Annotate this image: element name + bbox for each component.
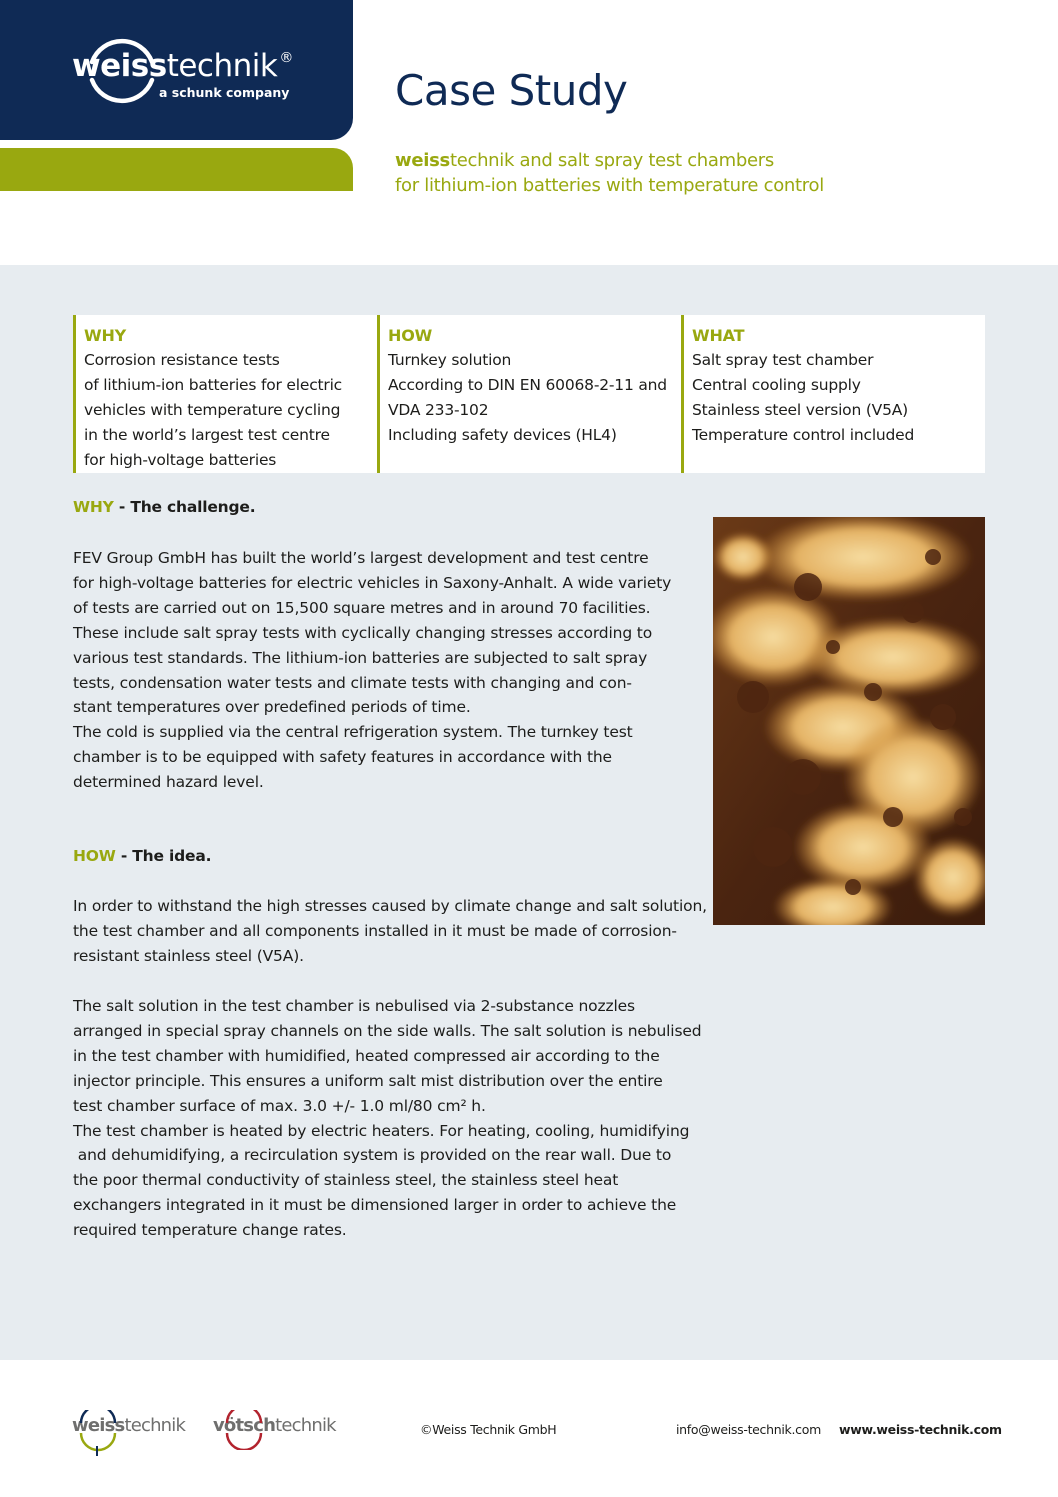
footer-email-link[interactable]: info@weiss-technik.com bbox=[676, 1422, 821, 1437]
how-line: Turnkey solution bbox=[388, 351, 512, 369]
idea-paragraph-1 bbox=[73, 894, 707, 969]
why-line: vehicles with temperature cycling bbox=[84, 401, 341, 419]
what-heading: WHAT bbox=[692, 326, 745, 345]
text-line: arranged in special spray channels on the side walls. The salt solution is nebulised bbox=[73, 1021, 702, 1040]
logo-panel bbox=[0, 0, 353, 140]
why-line: for high-voltage batteries bbox=[84, 451, 277, 469]
how-heading: HOW bbox=[388, 326, 433, 345]
text-line: the poor thermal conductivity of stainless steel, the stainless steel heat bbox=[73, 1171, 619, 1190]
challenge-paragraph bbox=[73, 546, 672, 795]
what-line: Central cooling supply bbox=[692, 376, 861, 394]
footer-copyright: ©Weiss Technik GmbH bbox=[420, 1422, 557, 1437]
idea-paragraph-2 bbox=[73, 994, 702, 1243]
text-line: for high-voltage batteries for electric vehicles in Saxony-Anhalt. A wide variety bbox=[73, 573, 672, 592]
text-line: and dehumidifying, a recirculation system is provided on the rear wall. Due to bbox=[73, 1146, 672, 1165]
why-heading: WHY bbox=[84, 326, 127, 345]
text-line: required temperature change rates. bbox=[73, 1221, 347, 1240]
why-box bbox=[73, 315, 377, 473]
what-box bbox=[681, 315, 985, 473]
text-line: The salt solution in the test chamber is nebulised via 2-substance nozzles bbox=[73, 997, 635, 1015]
corrosion-photo bbox=[713, 517, 985, 925]
text-line: test chamber surface of max. 3.0 +/- 1.0 ml/80 cm² h. bbox=[73, 1096, 486, 1115]
text-line: determined hazard level. bbox=[73, 773, 264, 792]
text-line: injector principle. This ensures a uniform salt mist distribution over the entire bbox=[73, 1071, 663, 1090]
text-line: resistant stainless steel (V5A). bbox=[73, 946, 304, 965]
what-line: Salt spray test chamber bbox=[692, 351, 874, 369]
text-line: the test chamber and all components installed in it must be made of corrosion- bbox=[73, 921, 677, 940]
text-line: The cold is supplied via the central refrigeration system. The turnkey test bbox=[73, 723, 633, 742]
why-line: in the world’s largest test centre bbox=[84, 426, 330, 444]
weisstechnik-logo: weisstechnik ® bbox=[72, 48, 293, 84]
text-line: in the test chamber with humidified, heated compressed air according to the bbox=[73, 1046, 660, 1065]
text-line: tests, condensation water tests and climate tests with changing and con- bbox=[73, 673, 632, 692]
how-line: VDA 233-102 bbox=[388, 401, 489, 419]
why-line: of lithium-ion batteries for electric bbox=[84, 376, 343, 394]
voetschtechnik-ring-icon bbox=[224, 1410, 264, 1450]
summary-boxes bbox=[73, 315, 985, 473]
green-accent-bar bbox=[0, 148, 353, 191]
page-subtitle: weisstechnik and salt spray test chambers for lithium-ion batteries with temperature control bbox=[395, 150, 824, 196]
footer-voetschtechnik-logo: vötschtechnik bbox=[213, 1415, 336, 1436]
challenge-heading: WHY - The challenge. bbox=[73, 498, 256, 516]
what-line: Temperature control included bbox=[692, 426, 915, 444]
text-line: These include salt spray tests with cyclically changing stresses according to bbox=[73, 623, 653, 642]
how-line: According to DIN EN 60068-2-11 and bbox=[388, 376, 667, 394]
footer-weisstechnik-logo: weisstechnik bbox=[72, 1415, 186, 1436]
text-line: chamber is to be equipped with safety features in accordance with the bbox=[73, 748, 612, 767]
text-line: The test chamber is heated by electric heaters. For heating, cooling, humidifying bbox=[73, 1121, 690, 1140]
why-line: Corrosion resistance tests bbox=[84, 351, 280, 369]
text-line: In order to withstand the high stresses caused by climate change and salt solution, bbox=[73, 897, 707, 915]
text-line: stant temperatures over predefined periods of time. bbox=[73, 698, 471, 717]
what-line: Stainless steel version (V5A) bbox=[692, 401, 908, 419]
text-line: exchangers integrated in it must be dimensioned larger in order to achieve the bbox=[73, 1196, 677, 1215]
page-title: Case Study bbox=[395, 66, 628, 115]
text-line: of tests are carried out on 15,500 square metres and in around 70 facilities. bbox=[73, 598, 651, 617]
weisstechnik-ring-icon bbox=[78, 1410, 118, 1458]
how-line: Including safety devices (HL4) bbox=[388, 426, 617, 444]
logo-tagline: a schunk company bbox=[159, 85, 290, 100]
text-line: FEV Group GmbH has built the world’s largest development and test centre bbox=[73, 549, 649, 567]
text-line: various test standards. The lithium-ion batteries are subjected to salt spray bbox=[73, 648, 648, 667]
how-box bbox=[377, 315, 681, 473]
idea-heading: HOW - The idea. bbox=[73, 847, 212, 865]
footer-website-link[interactable]: www.weiss-technik.com bbox=[839, 1422, 1002, 1437]
